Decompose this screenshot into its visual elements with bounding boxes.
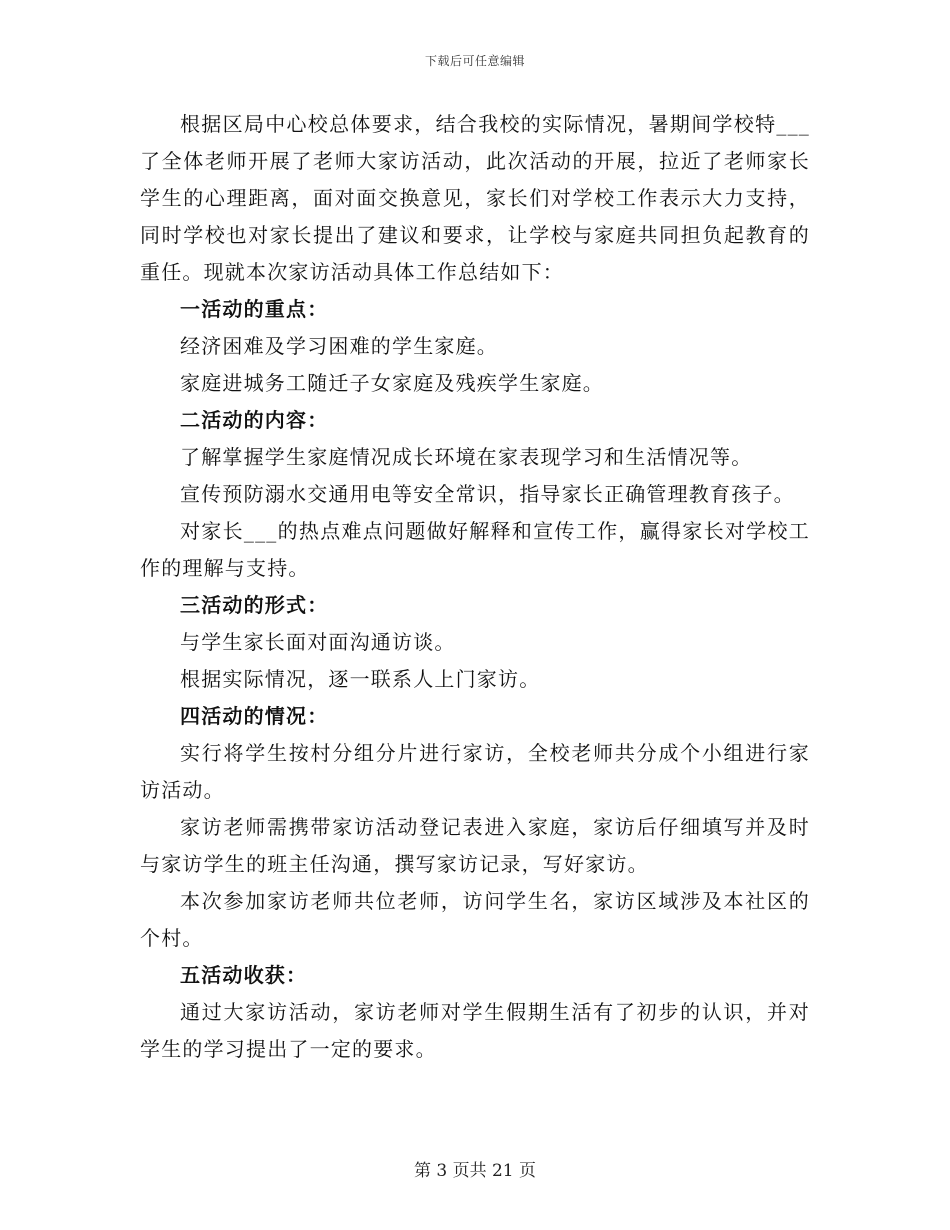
- section-paragraph: 通过大家访活动，家访老师对学生假期生活有了初步的认识，并对学生的学习提出了一定的要求。: [140, 1000, 810, 1061]
- section-paragraph: 对家长___的热点难点问题做好解释和宣传工作，赢得家长对学校工作的理解与支持。: [140, 519, 810, 580]
- section-paragraph: 根据实际情况，逐一联系人上门家访。: [180, 667, 541, 691]
- section-paragraph: 宣传预防溺水交通用电等安全常识，指导家长正确管理教育孩子。: [180, 482, 795, 506]
- section-heading-content: 二活动的内容：: [180, 408, 329, 432]
- page-footer: 第 3 页共 21 页: [413, 1161, 537, 1181]
- intro-paragraph: 根据区局中心校总体要求，结合我校的实际情况，暑期间学校特___了全体老师开展了老师大家访活动，此次活动的开展，拉近了老师家长学生的心理距离，面对面交换意见，家长们对学校工作表示大力支持，同时学校也对家长提出了建议和要求，让学校与家庭共同担负起教育的重任。现就本次家访活动具体工作总结如下：: [140, 112, 810, 284]
- section-paragraph: 家庭进城务工随迁子女家庭及残疾学生家庭。: [180, 371, 604, 395]
- document-body: [140, 106, 810, 1068]
- section-paragraph: 实行将学生按村分组分片进行家访，全校老师共分成个小组进行家访活动。: [140, 741, 810, 802]
- section-heading-gains: 五活动收获：: [180, 963, 308, 987]
- section-heading-situation: 四活动的情况：: [180, 704, 329, 728]
- section-heading-focus: 一活动的重点：: [180, 297, 329, 321]
- section-paragraph: 经济困难及学习困难的学生家庭。: [180, 334, 498, 358]
- section-paragraph: 本次参加家访老师共位老师，访问学生名，家访区域涉及本社区的个村。: [140, 889, 810, 950]
- section-paragraph: 家访老师需携带家访活动登记表进入家庭，家访后仔细填写并及时与家访学生的班主任沟通，撰写家访记录，写好家访。: [140, 815, 810, 876]
- section-paragraph: 与学生家长面对面沟通访谈。: [180, 630, 456, 654]
- page-header: 下载后可任意编辑: [424, 54, 525, 68]
- section-paragraph: 了解掌握学生家庭情况成长环境在家表现学习和生活情况等。: [180, 445, 753, 469]
- section-heading-form: 三活动的形式：: [180, 593, 329, 617]
